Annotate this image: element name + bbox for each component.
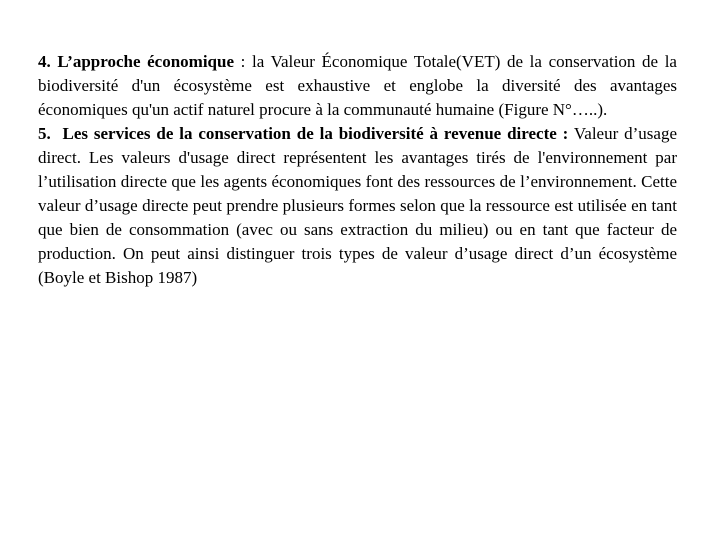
- section-5-paragraph: [38, 122, 677, 290]
- section-5-body: Valeur d’usage direct. Les valeurs d'usage direct représentent les avantages tirés de l'environnement par l’utilisation directe que les agents économiques font des ressources de l’environnement. Cette valeur d’usage directe peut prendre plusieurs formes selon que la ressource est utilisée en tant que bien de consommation (avec ou sans extraction du milieu) ou en tant que facteur de production. On peut ainsi distinguer trois types de valeur d’usage direct d’un écosystème (Boyle et Bishop 1987): [38, 124, 677, 287]
- section-4-number: 4.: [38, 52, 51, 71]
- section-4-heading: L’approche économique: [57, 52, 235, 71]
- section-4-body: : la Valeur Économique Totale(VET) de la conservation de la biodiversité d'un écosystème est exhaustive et englobe la diversité des avantages économiques qu'un actif naturel procure à la communauté humaine (Figure N°…..).: [38, 52, 677, 119]
- section-5-heading: Les services de la conservation de la biodiversité à revenue directe :: [62, 124, 569, 143]
- section-5-number: 5.: [38, 124, 51, 143]
- section-4-paragraph: [38, 50, 677, 122]
- document-page: [38, 50, 677, 290]
